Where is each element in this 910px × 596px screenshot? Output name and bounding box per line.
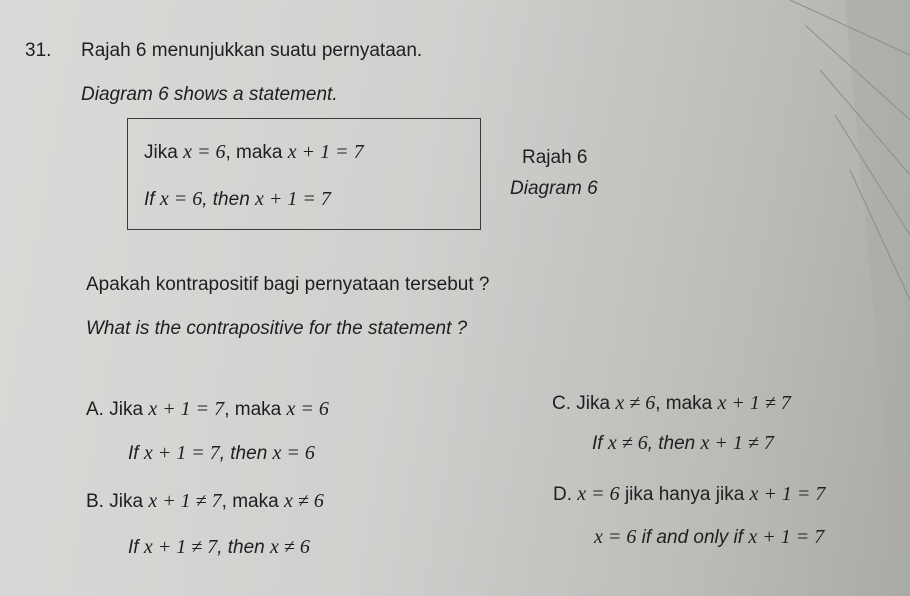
option-b-ms-e1: x + 1 ≠ 7 xyxy=(148,490,222,512)
diagram-line-ms xyxy=(144,141,364,164)
option-c-ms-w1: Jika xyxy=(576,393,611,414)
option-a[interactable] xyxy=(86,398,329,421)
option-d-ms-e2: x + 1 = 7 xyxy=(749,483,826,505)
option-b[interactable] xyxy=(86,490,324,513)
option-c-letter: C. xyxy=(552,393,571,414)
option-d-en-e2: x + 1 = 7 xyxy=(748,526,825,548)
option-d-ms-e1: x = 6 xyxy=(577,483,620,505)
option-c-en-e1: x ≠ 6 xyxy=(607,432,648,454)
option-a-en xyxy=(128,442,315,465)
diagram-en-mid: , then xyxy=(202,189,250,210)
diagram-ms-result: x + 1 = 7 xyxy=(287,141,364,163)
option-a-en-e2: x = 6 xyxy=(272,442,315,464)
option-d-en-w1: if and only if xyxy=(641,527,744,548)
option-a-en-e1: x + 1 = 7 xyxy=(143,442,220,464)
option-b-ms-e2: x ≠ 6 xyxy=(283,490,324,512)
option-a-en-w2: , then xyxy=(219,443,268,464)
option-a-ms-w1: Jika xyxy=(109,399,144,420)
option-b-ms-w1: Jika xyxy=(109,491,144,512)
option-a-ms-w2: , maka xyxy=(224,399,282,420)
option-b-en-w2: , then xyxy=(217,537,265,558)
diagram-ms-prefix: Jika xyxy=(144,142,178,163)
option-b-en-e2: x ≠ 6 xyxy=(270,536,310,558)
question-stem-en: Diagram 6 shows a statement. xyxy=(81,84,338,105)
diagram-ms-condition: x = 6 xyxy=(183,141,226,163)
option-c-en xyxy=(592,432,774,455)
diagram-box xyxy=(127,118,481,230)
question-number: 31. xyxy=(25,40,52,61)
option-a-en-w1: If xyxy=(128,443,139,464)
diagram-en-result: x + 1 = 7 xyxy=(255,188,331,210)
option-d-letter: D. xyxy=(553,484,572,505)
diagram-label-en: Diagram 6 xyxy=(510,178,598,199)
diagram-en-prefix: If xyxy=(144,189,155,210)
option-c-ms-e2: x + 1 ≠ 7 xyxy=(717,392,791,414)
option-d-ms-w1: jika hanya jika xyxy=(624,484,745,505)
question-stem-ms: Rajah 6 menunjukkan suatu pernyataan. xyxy=(81,40,423,61)
prompt-ms: Apakah kontrapositif bagi pernyataan tersebut ? xyxy=(86,274,490,295)
diagram-en-condition: x = 6 xyxy=(159,188,203,210)
diagram-ms-mid: , maka xyxy=(225,142,283,163)
option-d[interactable] xyxy=(553,483,825,506)
option-b-en-e1: x + 1 ≠ 7 xyxy=(143,536,218,558)
option-b-letter: B. xyxy=(86,491,104,512)
option-a-letter: A. xyxy=(86,399,104,420)
option-c-ms-e1: x ≠ 6 xyxy=(615,392,656,414)
option-b-en xyxy=(128,536,310,559)
option-a-ms-e2: x = 6 xyxy=(286,398,329,420)
prompt-en: What is the contrapositive for the statement ? xyxy=(86,318,468,339)
option-a-ms-e1: x + 1 = 7 xyxy=(148,398,225,420)
option-d-en-e1: x = 6 xyxy=(594,526,637,548)
diagram-label-ms: Rajah 6 xyxy=(522,147,588,168)
option-c-ms-w2: , maka xyxy=(655,393,713,414)
option-c-en-e2: x + 1 ≠ 7 xyxy=(700,432,774,454)
option-c-en-w1: If xyxy=(592,433,603,454)
option-c-en-w2: , then xyxy=(647,433,696,454)
page-edge-shadow xyxy=(750,0,910,596)
option-b-en-w1: If xyxy=(128,537,139,558)
option-c[interactable] xyxy=(552,392,791,415)
diagram-line-en xyxy=(144,188,331,211)
option-d-en xyxy=(594,526,824,549)
option-b-ms-w2: , maka xyxy=(221,491,279,512)
